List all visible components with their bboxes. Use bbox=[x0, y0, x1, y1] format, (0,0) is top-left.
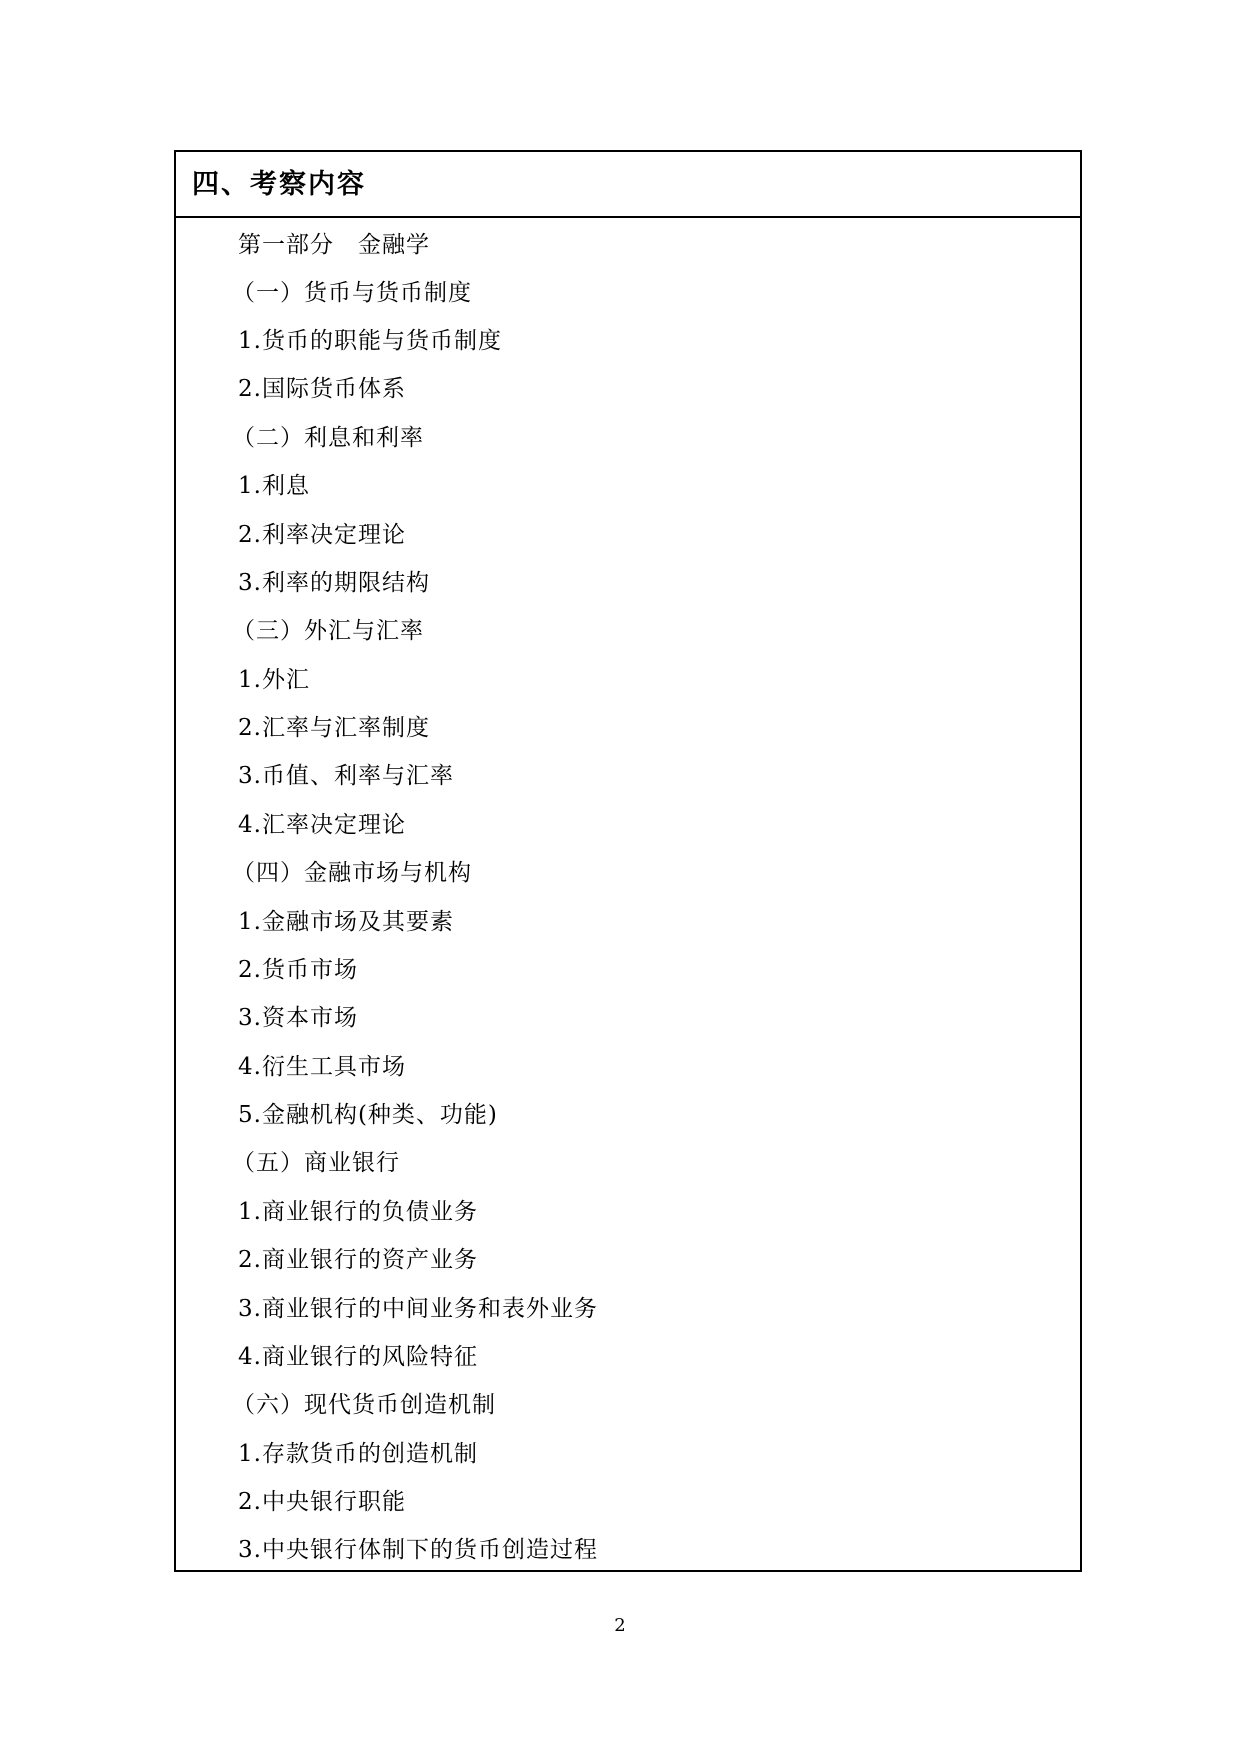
chapter-heading: （五）商业银行 bbox=[232, 1150, 400, 1176]
list-item: 4.商业银行的风险特征 bbox=[238, 1344, 478, 1370]
chapter-heading: （三）外汇与汇率 bbox=[232, 618, 424, 644]
list-item: 1.商业银行的负债业务 bbox=[238, 1199, 478, 1225]
list-item: 3.商业银行的中间业务和表外业务 bbox=[238, 1296, 598, 1322]
list-item: 2.汇率与汇率制度 bbox=[238, 715, 430, 741]
list-item: 5.金融机构(种类、功能) bbox=[238, 1102, 498, 1128]
list-item: 1.货币的职能与货币制度 bbox=[238, 328, 502, 354]
chapter-heading: （二）利息和利率 bbox=[232, 425, 424, 451]
part-heading: 第一部分 金融学 bbox=[238, 232, 430, 258]
table-body bbox=[176, 218, 1080, 1563]
chapter-heading: （一）货币与货币制度 bbox=[232, 280, 472, 306]
table-header bbox=[176, 152, 1080, 218]
list-item: 4.汇率决定理论 bbox=[238, 812, 406, 838]
list-item: 2.中央银行职能 bbox=[238, 1489, 406, 1515]
page-number: 2 bbox=[614, 1615, 626, 1636]
list-item: 1.外汇 bbox=[238, 667, 310, 693]
list-item: 2.国际货币体系 bbox=[238, 376, 406, 402]
list-item: 2.利率决定理论 bbox=[238, 522, 406, 548]
content-table bbox=[174, 150, 1082, 1572]
list-item: 4.衍生工具市场 bbox=[238, 1054, 406, 1080]
list-item: 1.存款货币的创造机制 bbox=[238, 1441, 478, 1467]
list-item: 1.金融市场及其要素 bbox=[238, 909, 454, 935]
list-item: 3.中央银行体制下的货币创造过程 bbox=[238, 1537, 598, 1563]
list-item: 3.资本市场 bbox=[238, 1005, 358, 1031]
list-item: 2.货币市场 bbox=[238, 957, 358, 983]
list-item: 1.利息 bbox=[238, 473, 310, 499]
list-item: 3.利率的期限结构 bbox=[238, 570, 430, 596]
list-item: 2.商业银行的资产业务 bbox=[238, 1247, 478, 1273]
chapter-heading: （六）现代货币创造机制 bbox=[232, 1392, 496, 1418]
section-title: 四、考察内容 bbox=[192, 168, 366, 200]
chapter-heading: （四）金融市场与机构 bbox=[232, 860, 472, 886]
list-item: 3.币值、利率与汇率 bbox=[238, 763, 454, 789]
